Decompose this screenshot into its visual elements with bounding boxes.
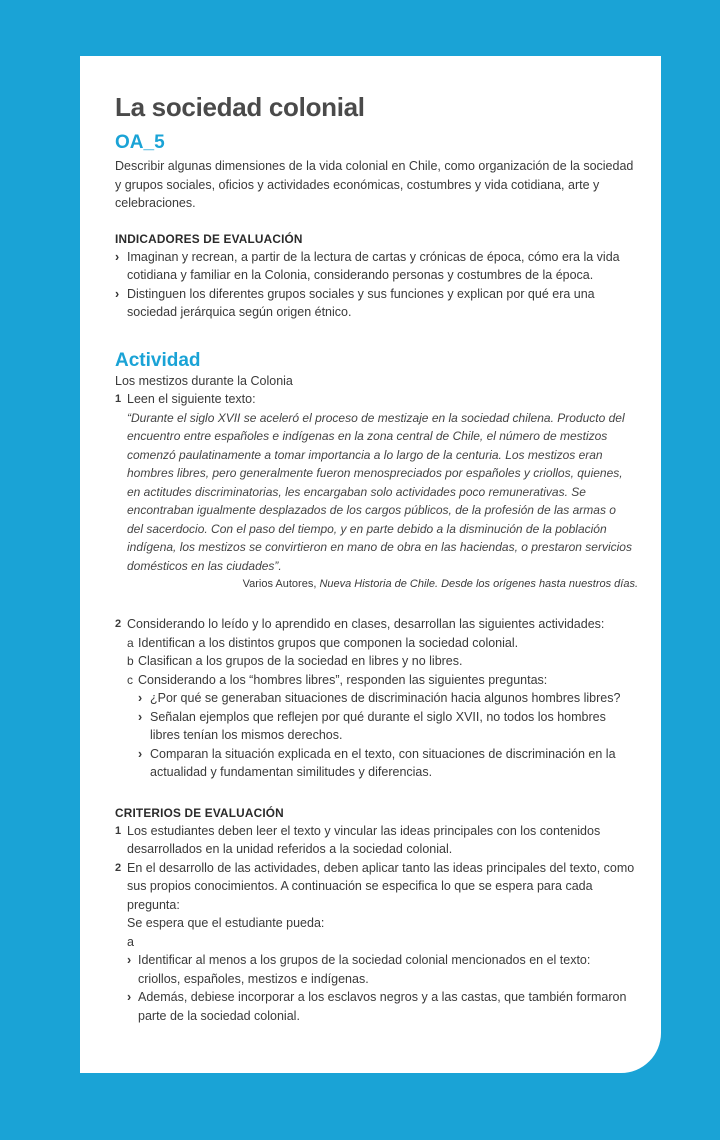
criterio-2 [115, 859, 635, 915]
step-text: Leen el siguiente texto: [127, 392, 256, 406]
quote-source [115, 575, 638, 593]
indicadores-heading: INDICADORES DE EVALUACIÓN [115, 231, 303, 246]
page-title: La sociedad colonial [115, 92, 365, 122]
question-item: › Señalan ejemplos que reflejen por qué durante el siglo XVII, no todos los hombres libres tenían los mismos derechos. [115, 708, 635, 745]
criterio-text: Los estudiantes deben leer el texto y vincular las ideas principales con los contenidos desarrollados en la unidad referidos a la sociedad colonial. [127, 823, 601, 856]
item-text: Identifican a los distintos grupos que componen la sociedad colonial. [138, 635, 519, 650]
question-item: › Comparan la situación explicada en el texto, con situaciones de discriminación en la actualidad y fundamentan similitudes y diferencias. [115, 745, 635, 782]
item-letter: b [127, 654, 134, 668]
content [115, 92, 638, 1025]
step-2-items [115, 634, 635, 782]
indicador-item: › Imaginan y recrean, a partir de la lectura de cartas y crónicas de época, cómo era la vida cotidiana y familiar en la Colonia, considerando personas y costumbres de la época. [115, 248, 635, 285]
oa-description: Describir algunas dimensiones de la vida colonial en Chile, como organización de la sociedad y grupos sociales, oficios y actividades económicas, costumbres y vida cotidiana, arte y celebraciones. [115, 159, 634, 210]
criterio-item: › Identificar al menos a los grupos de la sociedad colonial mencionados en el texto: criollos, españoles, mestizos e indígenas. [115, 951, 635, 988]
criterio-number: 1 [115, 824, 122, 837]
criterio-expect: Se espera que el estudiante pueda: [127, 916, 325, 930]
criterio-text: En el desarrollo de las actividades, deben aplicar tanto las ideas principales del texto, como sus propios conocimientos. A continuación se especifica lo que se espera para cada pregunta: [127, 860, 635, 912]
activity-item [115, 634, 635, 653]
step-number: 2 [115, 618, 122, 630]
question-item: › ¿Por qué se generaban situaciones de discriminación hacia algunos hombres libres? [115, 689, 635, 708]
quote-text: “Durante el siglo XVII se aceleró el proceso de mestizaje en la sociedad chilena. Producto del encuentro entre españoles e indígenas en la zona central de Chile, el número de mestizos comenzó paulatinamente a tomar importancia a lo largo de la centuria. Los mestizos eran hombres libres, pero generalmente fueron menospreciados por españoles y criollos, quienes, en actitudes discriminatorias, les encargaban solo actividades poco remunerativas. Se encontraban igualmente desplazados de los cargos públicos, de la profesión de las armas o del sacerdocio. Con el paso del tiempo, y en parte debido a la disminución de la población indígena, los mestizos se convirtieron en mano de obra en las haciendas, o prestaron servicios domésticos en las ciudades”. [127, 410, 632, 573]
criterio-1 [115, 822, 635, 859]
source-title: Nueva Historia de Chile. Desde los orígenes hasta nuestros días. [319, 578, 638, 590]
activity-item [115, 671, 635, 690]
oa-code: OA_5 [115, 132, 165, 153]
criterios-heading: CRITERIOS DE EVALUACIÓN [115, 805, 284, 820]
actividad-heading: Actividad [115, 349, 201, 371]
criterio-letter: a [127, 934, 134, 949]
indicador-item: › Distinguen los diferentes grupos sociales y sus funciones y explican por qué era una sociedad jerárquica según origen étnico. [115, 285, 635, 322]
indicadores-list [115, 248, 635, 322]
item-text: Clasifican a los grupos de la sociedad en libres y no libres. [138, 654, 463, 668]
step-number: 1 [115, 393, 122, 405]
item-letter: a [127, 635, 134, 650]
item-letter: c [127, 672, 133, 687]
item-text: Considerando a los “hombres libres”, responden las siguientes preguntas: [138, 672, 548, 687]
criterio-number: 2 [115, 861, 122, 874]
content-card [80, 56, 661, 1073]
criterio-item: › Además, debiese incorporar a los esclavos negros y a las castas, que también formaron parte de la sociedad colonial. [115, 988, 635, 1025]
actividad-subtitle: Los mestizos durante la Colonia [115, 373, 293, 388]
step-text: Considerando lo leído y lo aprendido en clases, desarrollan las siguientes actividades: [127, 617, 605, 631]
step-1 [115, 390, 635, 409]
activity-item [115, 652, 635, 671]
source-authors: Varios Autores, [242, 578, 317, 590]
step-2 [115, 615, 635, 634]
